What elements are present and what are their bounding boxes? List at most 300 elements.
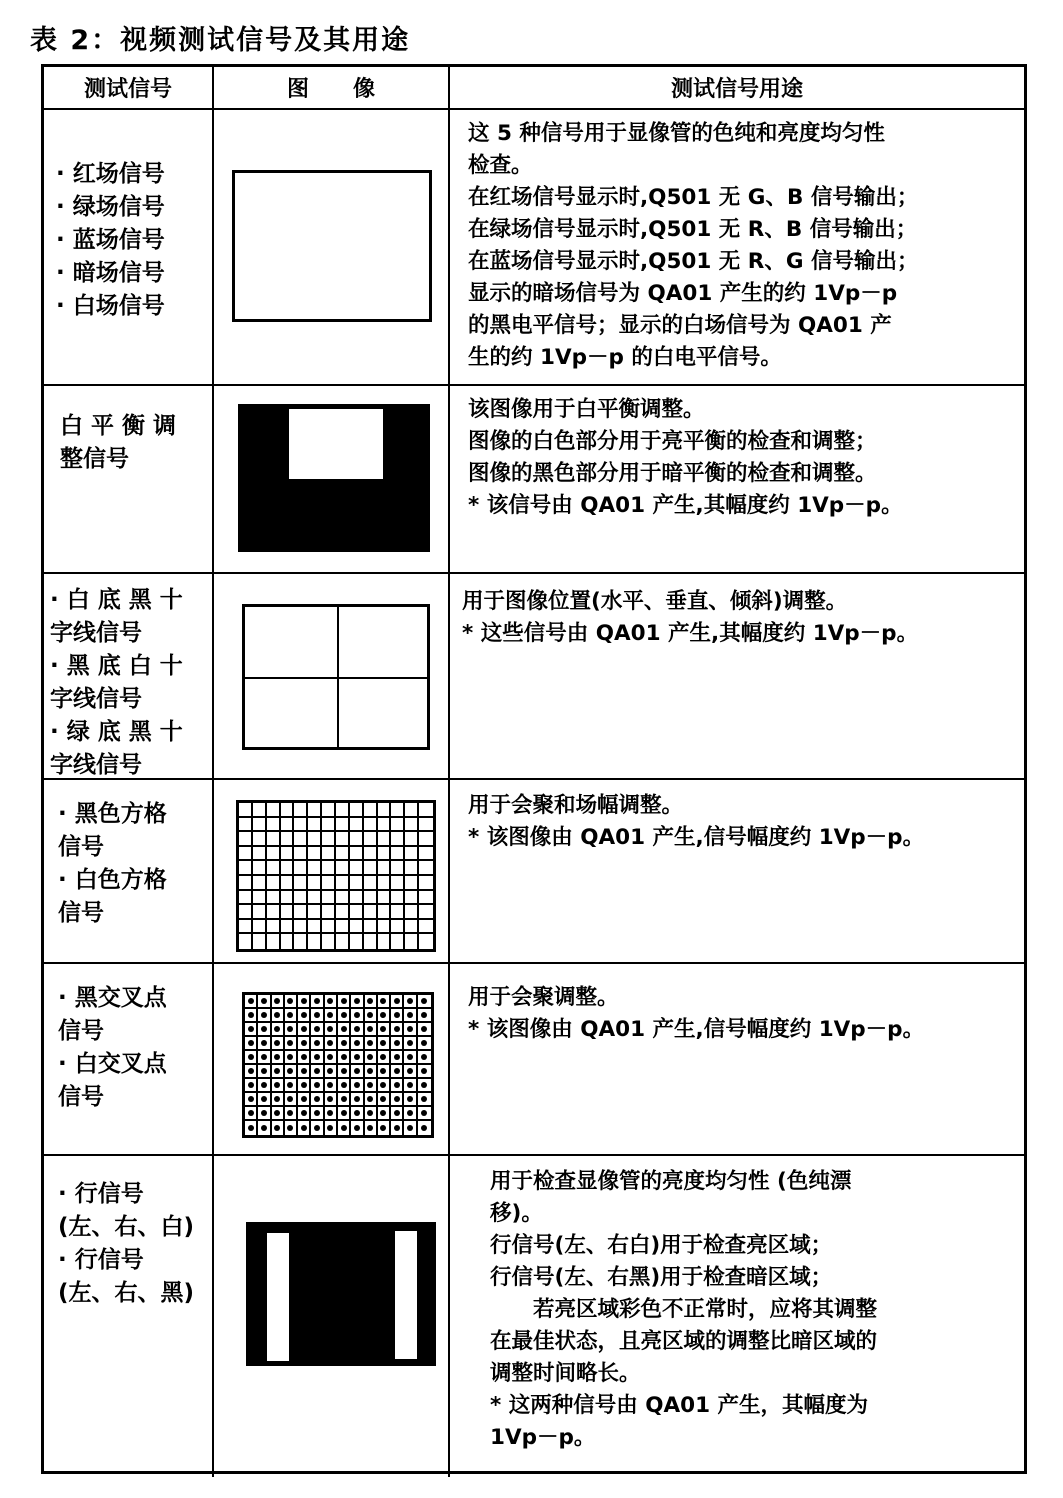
usage-line: 在绿场信号显示时,Q501 无 R、B 信号输出； — [468, 217, 918, 242]
grid-dot-cell — [245, 995, 258, 1009]
usage-text — [450, 964, 1024, 1154]
grid-dot-cell — [351, 1009, 364, 1023]
grid-cell — [364, 818, 378, 833]
grid-cell — [322, 920, 336, 935]
signal-name: · 蓝场信号 — [56, 227, 165, 253]
grid-dot-cell — [258, 1051, 271, 1065]
usage-line: 这 5 种信号用于显像管的色纯和亮度均匀性 — [468, 121, 885, 146]
usage-line: 的黑电平信号；显示的白场信号为 QA01 产 — [468, 313, 892, 338]
crosshair-horizontal-line — [245, 677, 427, 679]
grid-cell — [308, 934, 322, 949]
signal-name: 字线信号 — [50, 620, 142, 646]
grid-dot-cell — [404, 1009, 417, 1023]
grid-dot-cell — [272, 1009, 285, 1023]
grid-cell — [350, 847, 364, 862]
grid-dot-cell — [404, 1037, 417, 1051]
grid-cell — [405, 803, 419, 818]
crosshair-pattern — [242, 604, 430, 750]
grid-cell — [405, 832, 419, 847]
table-caption: 表 2：视频测试信号及其用途 — [30, 25, 411, 56]
signal-names — [44, 110, 214, 384]
grid-cell — [391, 934, 405, 949]
grid-cell — [405, 847, 419, 862]
grid-cell — [267, 818, 281, 833]
grid-dot-cell — [378, 1107, 391, 1121]
grid-dot-cell — [404, 1121, 417, 1135]
grid-cell — [391, 920, 405, 935]
usage-line: * 这些信号由 QA01 产生,其幅度约 1Vp－p。 — [462, 621, 919, 646]
usage-text — [450, 1156, 1024, 1477]
grid-cell — [378, 934, 392, 949]
grid-cell — [267, 891, 281, 906]
grid-dot-cell — [285, 1107, 298, 1121]
grid-cell — [336, 861, 350, 876]
grid-cell — [378, 847, 392, 862]
grid-dot-cell — [418, 1093, 431, 1107]
grid-dot-cell — [285, 1037, 298, 1051]
grid-dot-cell — [311, 1107, 324, 1121]
grid-cell — [281, 920, 295, 935]
table-header-row — [44, 67, 1024, 110]
grid-cell — [419, 847, 433, 862]
grid-cell — [253, 861, 267, 876]
grid-dot-cell — [418, 1023, 431, 1037]
grid-cell — [294, 818, 308, 833]
grid-cell — [322, 861, 336, 876]
grid-dot-cell — [391, 1121, 404, 1135]
grid-dot-cell — [338, 1093, 351, 1107]
grid-cell — [419, 905, 433, 920]
grid-dot-cell — [298, 1023, 311, 1037]
grid-cell — [364, 905, 378, 920]
grid-cell — [267, 803, 281, 818]
grid-cell — [322, 905, 336, 920]
usage-line: 显示的暗场信号为 QA01 产生的约 1Vp－p — [468, 281, 898, 306]
grid-cell — [267, 832, 281, 847]
grid-cell — [322, 803, 336, 818]
usage-line: * 该图像由 QA01 产生,信号幅度约 1Vp－p。 — [468, 1017, 925, 1042]
grid-cell — [294, 803, 308, 818]
signal-names — [44, 780, 214, 962]
image-cell — [214, 386, 450, 572]
grid-cell — [239, 803, 253, 818]
grid-cell — [336, 832, 350, 847]
grid-cell — [281, 832, 295, 847]
crosshatch-grid — [239, 803, 433, 949]
grid-cell — [253, 832, 267, 847]
test-signal-table — [41, 64, 1027, 1474]
grid-cell — [405, 934, 419, 949]
side-bars-pattern — [246, 1222, 436, 1366]
usage-line: 用于会聚和场幅调整。 — [468, 793, 684, 818]
signal-names — [44, 574, 214, 778]
grid-cell — [350, 934, 364, 949]
grid-dot-cell — [272, 1051, 285, 1065]
grid-cell — [419, 861, 433, 876]
grid-dot-cell — [338, 1009, 351, 1023]
right-white-bar — [395, 1231, 417, 1359]
usage-line: 1Vp－p。 — [490, 1425, 596, 1450]
grid-cell — [364, 920, 378, 935]
signal-name: · 黑交叉点 — [58, 985, 167, 1011]
grid-dot-cell — [378, 1037, 391, 1051]
grid-cell — [378, 861, 392, 876]
usage-text — [450, 780, 1024, 962]
grid-dot-cell — [311, 1037, 324, 1051]
grid-dot-cell — [338, 1051, 351, 1065]
signal-name: · 白场信号 — [56, 293, 165, 319]
grid-cell — [391, 832, 405, 847]
grid-cell — [308, 876, 322, 891]
grid-dot-cell — [298, 1037, 311, 1051]
image-cell — [214, 1156, 450, 1477]
grid-cell — [350, 920, 364, 935]
image-cell — [214, 574, 450, 778]
grid-dot-cell — [365, 1121, 378, 1135]
grid-dot-cell — [418, 1051, 431, 1065]
grid-dot-cell — [365, 1065, 378, 1079]
usage-text — [450, 574, 1024, 778]
grid-dot-cell — [365, 1023, 378, 1037]
grid-cell — [364, 847, 378, 862]
image-cell — [214, 110, 450, 384]
grid-cell — [308, 818, 322, 833]
grid-cell — [239, 876, 253, 891]
signal-names — [44, 1156, 214, 1477]
grid-cell — [322, 876, 336, 891]
usage-line: 该图像用于白平衡调整。 — [468, 397, 705, 422]
grid-cell — [378, 818, 392, 833]
grid-cell — [336, 803, 350, 818]
usage-line: * 这两种信号由 QA01 产生，其幅度为 — [490, 1393, 869, 1418]
grid-dot-cell — [285, 1079, 298, 1093]
grid-cell — [419, 818, 433, 833]
grid-dot-cell — [351, 1051, 364, 1065]
grid-dot-cell — [298, 1121, 311, 1135]
grid-cell — [239, 920, 253, 935]
signal-name: 整信号 — [60, 446, 129, 472]
grid-dot-cell — [272, 1037, 285, 1051]
grid-cell — [322, 891, 336, 906]
grid-cell — [419, 891, 433, 906]
grid-cell — [391, 803, 405, 818]
grid-dot-cell — [285, 1093, 298, 1107]
signal-name: (左、右、白) — [58, 1214, 195, 1240]
grid-dot-cell — [245, 1065, 258, 1079]
grid-dot-cell — [285, 1121, 298, 1135]
grid-dot-cell — [365, 1051, 378, 1065]
white-window — [289, 409, 383, 479]
crosshatch-pattern — [236, 800, 436, 952]
table-row — [44, 964, 1024, 1156]
grid-dot-cell — [378, 1065, 391, 1079]
grid-dot-cell — [311, 995, 324, 1009]
grid-dot-cell — [391, 1023, 404, 1037]
grid-cell — [391, 891, 405, 906]
grid-cell — [281, 847, 295, 862]
grid-dot-cell — [245, 1051, 258, 1065]
signal-name: 白 平 衡 调 — [60, 413, 177, 439]
usage-text — [450, 386, 1024, 572]
usage-line: 生的约 1Vp－p 的白电平信号。 — [468, 345, 782, 370]
grid-dot-cell — [404, 1093, 417, 1107]
grid-cell — [364, 876, 378, 891]
grid-dot-cell — [378, 995, 391, 1009]
grid-dot-cell — [311, 1065, 324, 1079]
grid-dot-cell — [311, 1051, 324, 1065]
grid-dot-cell — [365, 1079, 378, 1093]
signal-name: · 黑 底 白 十 — [50, 653, 183, 679]
grid-cell — [253, 847, 267, 862]
grid-dot-cell — [298, 1009, 311, 1023]
grid-dot-cell — [272, 1023, 285, 1037]
usage-line: 图像的白色部分用于亮平衡的检查和调整； — [468, 429, 877, 454]
grid-cell — [239, 905, 253, 920]
usage-line: 移)。 — [490, 1201, 543, 1226]
grid-cell — [378, 832, 392, 847]
grid-cell — [350, 891, 364, 906]
signal-name: · 白 底 黑 十 — [50, 587, 183, 613]
table-row — [44, 386, 1024, 574]
grid-dot-cell — [298, 1107, 311, 1121]
grid-dot-cell — [258, 1093, 271, 1107]
grid-dot-cell — [258, 1107, 271, 1121]
grid-dot-cell — [258, 1009, 271, 1023]
signal-name: · 行信号 — [58, 1181, 144, 1207]
grid-cell — [364, 891, 378, 906]
grid-dot-cell — [272, 1093, 285, 1107]
grid-cell — [336, 847, 350, 862]
usage-line: 检查。 — [468, 153, 533, 178]
grid-dot-cell — [365, 995, 378, 1009]
grid-cell — [281, 818, 295, 833]
grid-dot-cell — [285, 1065, 298, 1079]
grid-cell — [336, 891, 350, 906]
signal-name: · 红场信号 — [56, 161, 165, 187]
grid-cell — [336, 905, 350, 920]
grid-dot-cell — [365, 1093, 378, 1107]
usage-line: 用于图像位置(水平、垂直、倾斜)调整。 — [462, 589, 848, 614]
grid-dot-cell — [418, 1107, 431, 1121]
usage-line: * 该信号由 QA01 产生,其幅度约 1Vp－p。 — [468, 493, 903, 518]
grid-dot-cell — [258, 995, 271, 1009]
grid-cell — [378, 905, 392, 920]
grid-cell — [294, 861, 308, 876]
grid-dot-cell — [258, 1023, 271, 1037]
grid-dot-cell — [378, 1093, 391, 1107]
grid-dot-cell — [378, 1023, 391, 1037]
grid-dot-cell — [245, 1107, 258, 1121]
grid-dot-cell — [351, 995, 364, 1009]
grid-dot-cell — [351, 1107, 364, 1121]
grid-dot-cell — [272, 995, 285, 1009]
grid-cell — [253, 891, 267, 906]
grid-cell — [267, 934, 281, 949]
grid-dot-cell — [338, 1121, 351, 1135]
table-row — [44, 1156, 1024, 1477]
signal-names — [44, 964, 214, 1154]
grid-cell — [378, 891, 392, 906]
grid-cell — [391, 905, 405, 920]
grid-cell — [350, 818, 364, 833]
grid-cell — [405, 861, 419, 876]
grid-cell — [378, 803, 392, 818]
grid-dot-cell — [418, 1121, 431, 1135]
grid-cell — [364, 803, 378, 818]
grid-dot-cell — [245, 1023, 258, 1037]
grid-cell — [281, 803, 295, 818]
usage-line: 若亮区域彩色不正常时，应将其调整 — [490, 1297, 878, 1322]
usage-line: 行信号(左、右黑)用于检查暗区域； — [490, 1265, 833, 1290]
signal-name: 信号 — [58, 1084, 104, 1110]
grid-dot-cell — [285, 1051, 298, 1065]
table-row — [44, 574, 1024, 780]
grid-cell — [281, 934, 295, 949]
grid-cell — [336, 876, 350, 891]
grid-cell — [419, 876, 433, 891]
table-row — [44, 780, 1024, 964]
usage-line: 调整时间略长。 — [490, 1361, 641, 1386]
grid-dot-cell — [418, 1065, 431, 1079]
grid-dot-cell — [285, 1009, 298, 1023]
grid-dot-cell — [325, 1079, 338, 1093]
grid-dot-cell — [325, 1107, 338, 1121]
image-cell — [214, 780, 450, 962]
grid-cell — [364, 861, 378, 876]
grid-cell — [239, 934, 253, 949]
grid-cell — [308, 920, 322, 935]
grid-cell — [294, 891, 308, 906]
dot-crosshatch-pattern — [242, 992, 434, 1138]
header-test-signal: 测试信号 — [44, 67, 214, 108]
grid-cell — [239, 847, 253, 862]
grid-dot-cell — [404, 1065, 417, 1079]
grid-dot-cell — [311, 1093, 324, 1107]
signal-names — [44, 386, 214, 572]
grid-cell — [308, 891, 322, 906]
grid-dot-cell — [418, 1079, 431, 1093]
grid-cell — [322, 847, 336, 862]
grid-dot-cell — [365, 1009, 378, 1023]
grid-cell — [364, 934, 378, 949]
signal-name: 字线信号 — [50, 686, 142, 712]
grid-dot-cell — [298, 1079, 311, 1093]
grid-dot-cell — [351, 1065, 364, 1079]
grid-dot-cell — [272, 1065, 285, 1079]
grid-cell — [294, 934, 308, 949]
grid-cell — [350, 905, 364, 920]
grid-cell — [308, 832, 322, 847]
grid-dot-cell — [351, 1023, 364, 1037]
grid-cell — [239, 818, 253, 833]
usage-text — [450, 110, 1024, 384]
grid-dot-cell — [245, 1093, 258, 1107]
grid-dot-cell — [404, 1079, 417, 1093]
grid-dot-cell — [338, 1079, 351, 1093]
grid-cell — [281, 861, 295, 876]
grid-dot-cell — [418, 1009, 431, 1023]
usage-line: * 该图像由 QA01 产生,信号幅度约 1Vp－p。 — [468, 825, 925, 850]
grid-cell — [308, 905, 322, 920]
grid-dot-cell — [311, 1121, 324, 1135]
signal-name: (左、右、黑) — [58, 1280, 195, 1306]
usage-line: 在蓝场信号显示时,Q501 无 R、G 信号输出； — [468, 249, 919, 274]
usage-line: 在红场信号显示时,Q501 无 G、B 信号输出； — [468, 185, 919, 210]
signal-name: · 行信号 — [58, 1247, 144, 1273]
grid-cell — [239, 861, 253, 876]
grid-dot-cell — [258, 1037, 271, 1051]
grid-cell — [419, 920, 433, 935]
grid-dot-cell — [391, 1065, 404, 1079]
grid-dot-cell — [391, 1107, 404, 1121]
usage-line: 在最佳状态，且亮区域的调整比暗区域的 — [490, 1329, 878, 1354]
grid-cell — [253, 905, 267, 920]
grid-cell — [405, 891, 419, 906]
grid-dot-cell — [338, 1037, 351, 1051]
grid-dot-cell — [245, 1037, 258, 1051]
grid-cell — [336, 934, 350, 949]
grid-cell — [378, 920, 392, 935]
grid-cell — [364, 832, 378, 847]
grid-dot-cell — [311, 1023, 324, 1037]
grid-cell — [308, 847, 322, 862]
grid-dot-cell — [391, 1079, 404, 1093]
grid-dot-cell — [258, 1121, 271, 1135]
grid-cell — [391, 861, 405, 876]
grid-cell — [281, 876, 295, 891]
grid-cell — [267, 920, 281, 935]
grid-dot-cell — [378, 1079, 391, 1093]
grid-cell — [322, 832, 336, 847]
grid-cell — [405, 905, 419, 920]
grid-cell — [281, 905, 295, 920]
grid-dot-cell — [298, 995, 311, 1009]
grid-cell — [336, 920, 350, 935]
grid-dot-cell — [325, 1009, 338, 1023]
grid-cell — [405, 876, 419, 891]
left-white-bar — [267, 1233, 289, 1361]
grid-cell — [294, 832, 308, 847]
signal-name: · 绿场信号 — [56, 194, 165, 220]
grid-cell — [308, 803, 322, 818]
dot-grid — [245, 995, 431, 1135]
grid-cell — [350, 861, 364, 876]
grid-cell — [378, 876, 392, 891]
grid-dot-cell — [338, 1065, 351, 1079]
grid-cell — [391, 818, 405, 833]
grid-dot-cell — [391, 1051, 404, 1065]
grid-cell — [350, 832, 364, 847]
grid-dot-cell — [298, 1065, 311, 1079]
grid-dot-cell — [298, 1051, 311, 1065]
grid-dot-cell — [325, 1023, 338, 1037]
grid-cell — [419, 832, 433, 847]
white-balance-pattern — [238, 404, 430, 552]
grid-cell — [350, 876, 364, 891]
grid-dot-cell — [351, 1037, 364, 1051]
grid-dot-cell — [391, 995, 404, 1009]
grid-dot-cell — [351, 1079, 364, 1093]
grid-dot-cell — [391, 1093, 404, 1107]
grid-cell — [239, 891, 253, 906]
grid-dot-cell — [338, 1107, 351, 1121]
grid-cell — [239, 832, 253, 847]
grid-dot-cell — [351, 1121, 364, 1135]
grid-cell — [267, 905, 281, 920]
grid-dot-cell — [325, 1121, 338, 1135]
grid-cell — [267, 876, 281, 891]
grid-cell — [419, 803, 433, 818]
